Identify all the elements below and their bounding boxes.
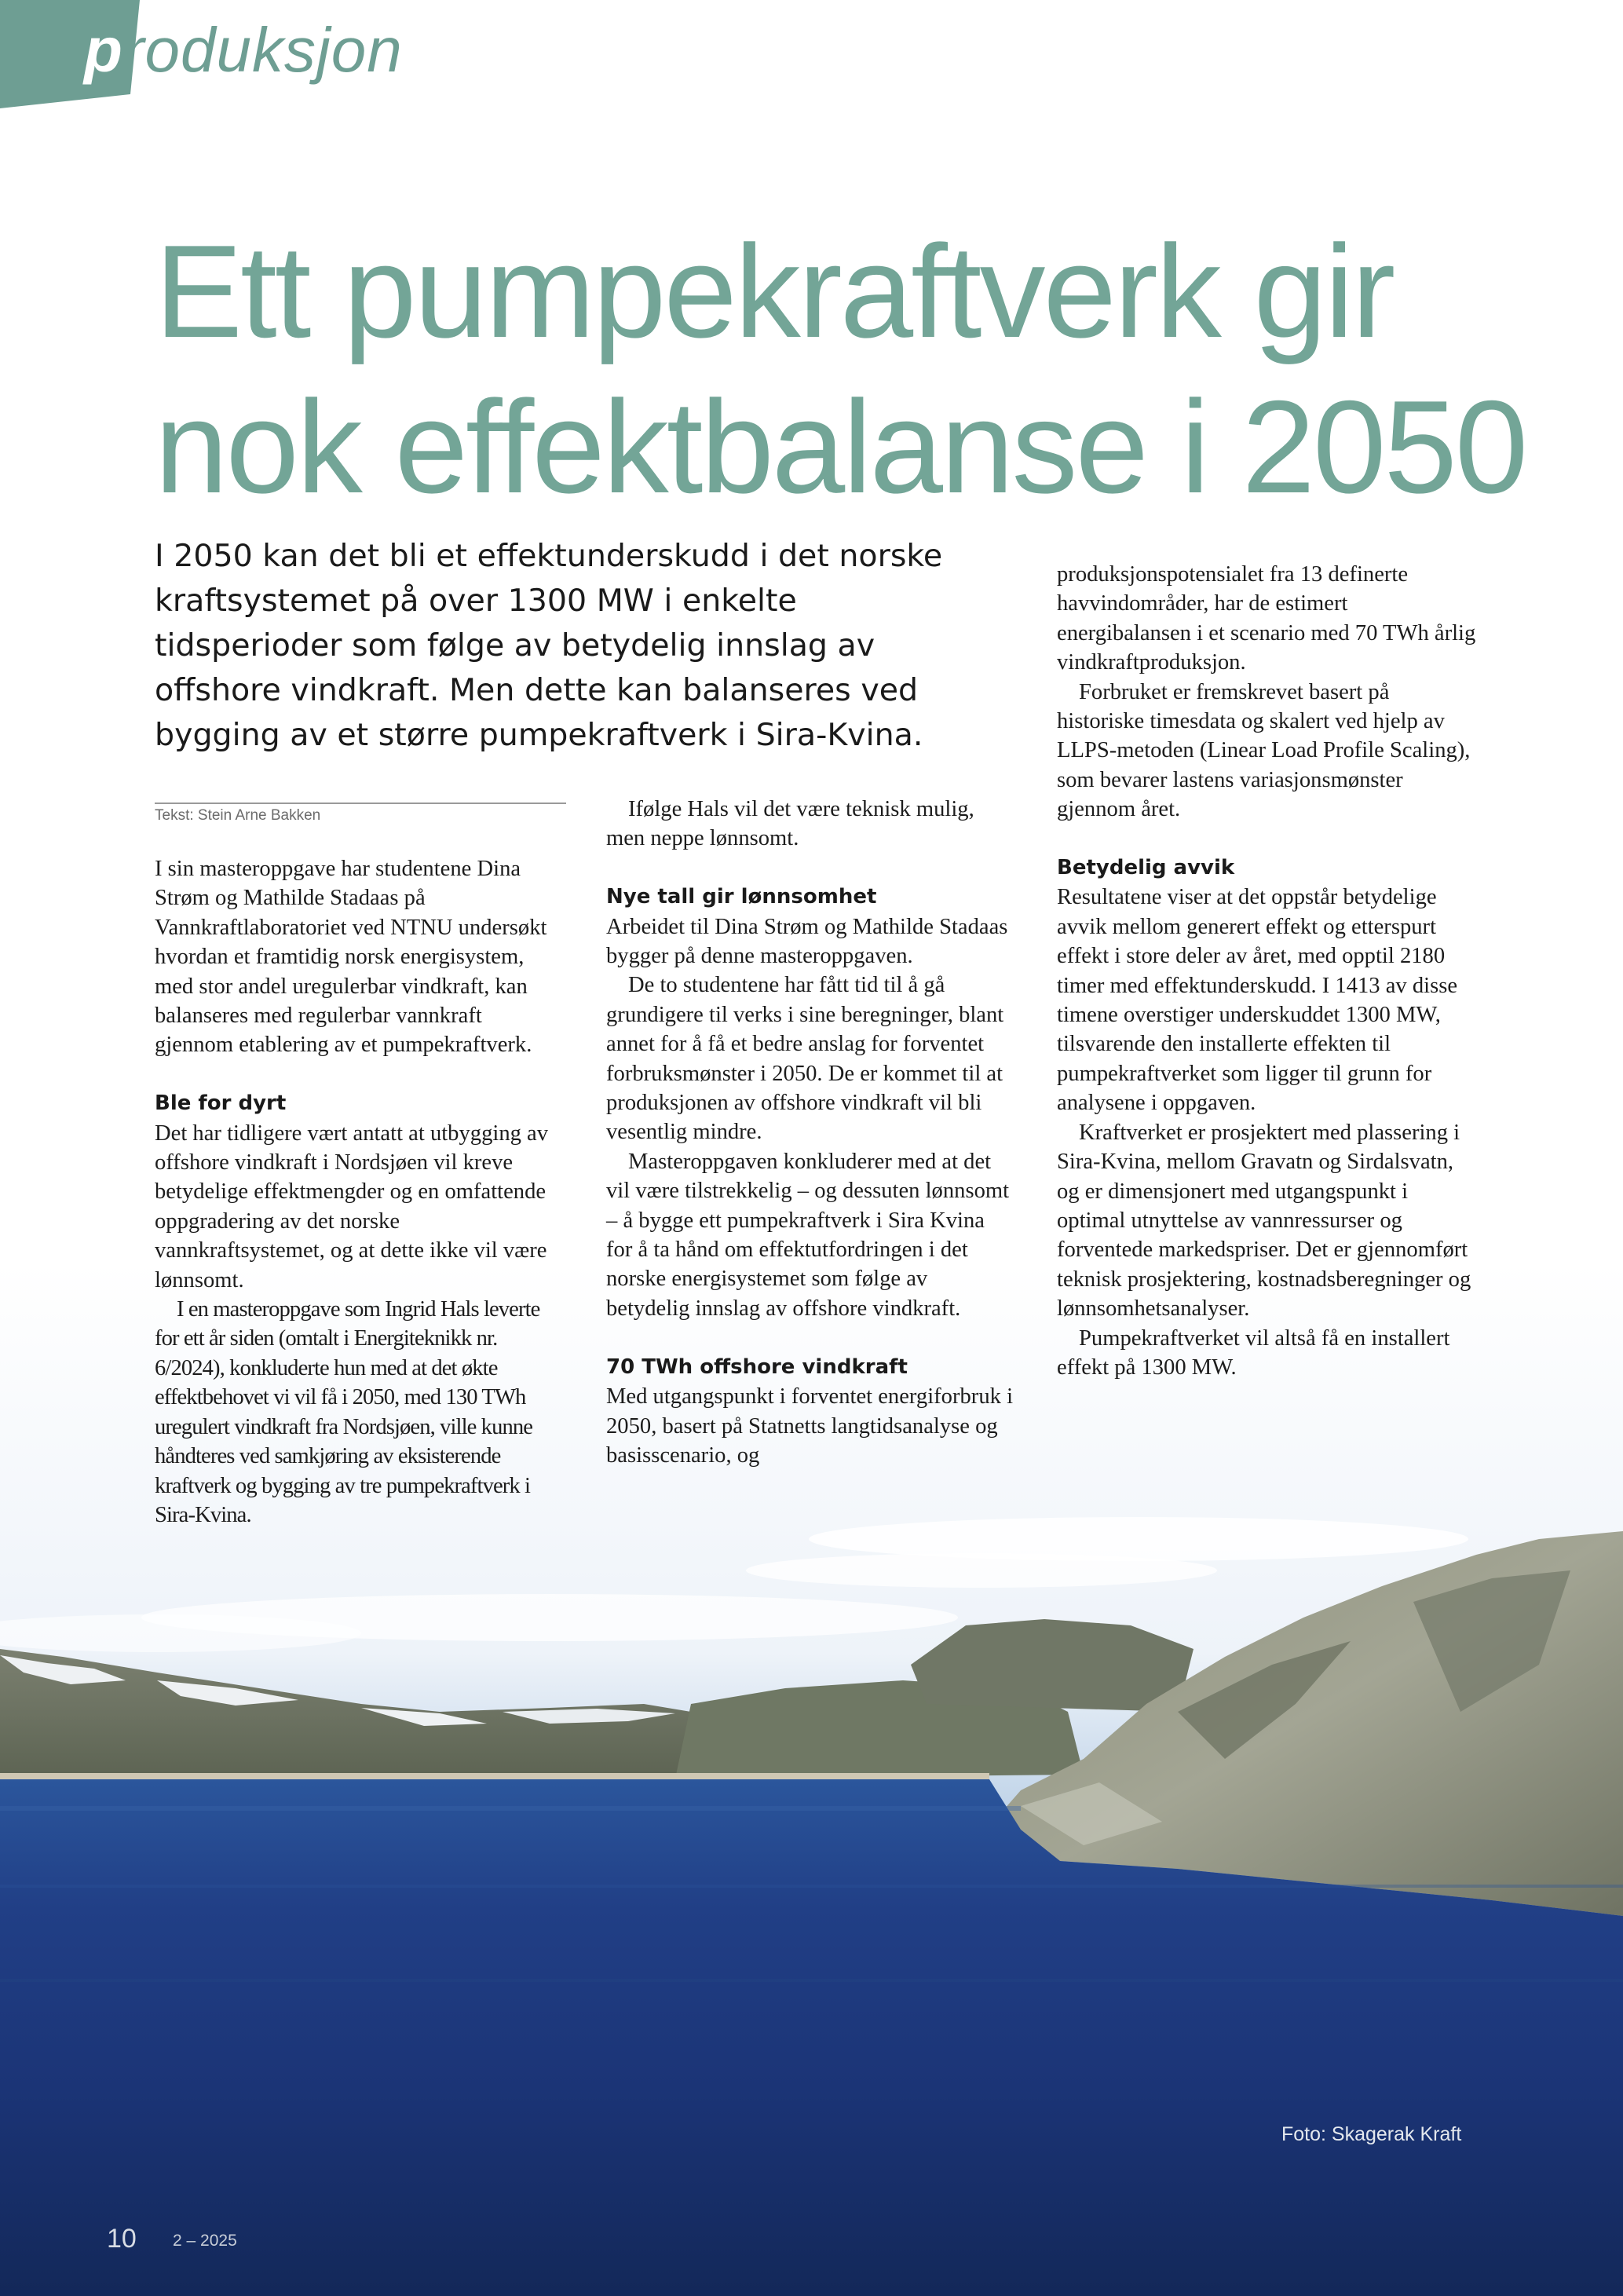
page-number: 10 — [107, 2224, 137, 2254]
section-label-initial: p — [84, 15, 123, 85]
headline-line-1: Ett pumpekraftverk gir — [155, 218, 1394, 365]
paragraph: De to studentene har fått tid til å gå grundigere til verks i sine beregninger, blant annet for å få et bedre anslag for forventet forbruksmønster i 2050. De er kommet til at produksjonen av offshore vindkraft vil bli vesentlig mindre. — [606, 973, 1004, 1145]
subheading: Ble for dyrt — [155, 1091, 287, 1116]
paragraph: Masteroppgaven konkluderer med at det vil være tilstrekkelig – og dessuten lønnsomt – å bygge ett pumpekraftverk i Sira Kvina for å ta hånd om effektutfordringen i det norske energisystemet som følge av betydelig innslag av offshore vindkraft. — [606, 1149, 1010, 1321]
body-column-2 — [606, 795, 1014, 1470]
paragraph: Pumpekraftverket vil altså få en installert effekt på 1300 MW. — [1057, 1325, 1450, 1380]
paragraph: Forbruket er fremskrevet basert på historiske timesdata og skalert ved hjelp av LLPS-metoden (Linear Load Profile Scaling), som bevarer lastens variasjonsmønster gjennom året. — [1057, 679, 1471, 822]
paragraph: Resultatene viser at det oppstår betydelige avvik mellom generert effekt og etterspurt effekt i store deler av året, med opptil 2180 timer med effektunderskudd. I 1413 av disse timene overstiger underskuddet 1300 MW, tilsvarende den installerte effekten til pumpekraftverket som ligger til grunn for analysene i oppgaven. — [1057, 885, 1458, 1116]
section-label — [84, 14, 403, 86]
body-column-3 — [1057, 560, 1481, 1382]
subheading: Nye tall gir lønnsomhet — [606, 885, 877, 909]
paragraph: Ifølge Hals vil det være teknisk mulig, men neppe lønnsomt. — [606, 797, 974, 851]
paragraph: Med utgangspunkt i forventet energiforbruk i 2050, basert på Statnetts langtidsanalyse og basisscenario, og — [606, 1384, 1014, 1468]
section-label-rest: roduksjon — [122, 15, 403, 85]
subheading: Betydelig avvik — [1057, 856, 1235, 880]
body-column-1 — [155, 854, 563, 1530]
issue-label: 2 – 2025 — [173, 2232, 237, 2250]
article-headline — [155, 214, 1552, 525]
paragraph: Arbeidet til Dina Strøm og Mathilde Stadaas bygger på denne masteroppgaven. — [606, 914, 1008, 969]
paragraph: I sin masteroppgave har studentene Dina Strøm og Mathilde Stadaas på Vannkraftlaboratoriet ved NTNU undersøkt hvordan et framtidig norsk energisystem, med stor andel uregulerbar vindkraft, kan balanseres med regulerbar vannkraft gjennom etablering av et pumpekraftverk. — [155, 857, 547, 1058]
paragraph: produksjonspotensialet fra 13 definerte havvindområder, har de estimert energibalansen i et scenario med 70 TWh årlig vindkraftproduksjon. — [1057, 562, 1476, 675]
article-lede: I 2050 kan det bli et effektunderskudd i det norske kraftsystemet på over 1300 MW i enkelte tidsperioder som følge av betydelig innslag av offshore vindkraft. Men dette kan balanseres ved bygging av et større pumpekraftverk i Sira-Kvina. — [155, 538, 943, 753]
paragraph: Kraftverket er prosjektert med plassering i Sira-Kvina, mellom Gravatn og Sirdalsvatn, og er dimensjonert med utgangspunkt i optimal utnyttelse av vannressurser og forventede markedspriser. Det er gjennomført teknisk prosjektering, kostnadsberegninger og lønnsomhetsanalyser. — [1057, 1120, 1471, 1322]
paragraph: I en masteroppgave som Ingrid Hals leverte for ett år siden (omtalt i Energiteknikk nr. 6/2024), konkluderte hun med at det økte effektbehovet vi vil få i 2050, med 130 TWh uregulert vindkraft fra Nordsjøen, ville kunne håndteres ved samkjøring av eksisterende kraftverk og bygging av tre pumpekraftverk i Sira-Kvina. — [155, 1297, 540, 1527]
subheading: 70 TWh offshore vindkraft — [606, 1355, 908, 1379]
headline-line-2: nok effektbalanse i 2050 — [155, 373, 1526, 521]
byline: Tekst: Stein Arne Bakken — [155, 807, 321, 824]
photo-credit: Foto: Skagerak Kraft — [1281, 2123, 1462, 2145]
byline-divider — [155, 803, 566, 804]
paragraph: Det har tidligere vært antatt at utbygging av offshore vindkraft i Nordsjøen vil kreve betydelige effektmengder og en omfattende oppgradering av det norske vannkraftsystemet, og at dette ikke vil være lønnsomt. — [155, 1121, 549, 1292]
